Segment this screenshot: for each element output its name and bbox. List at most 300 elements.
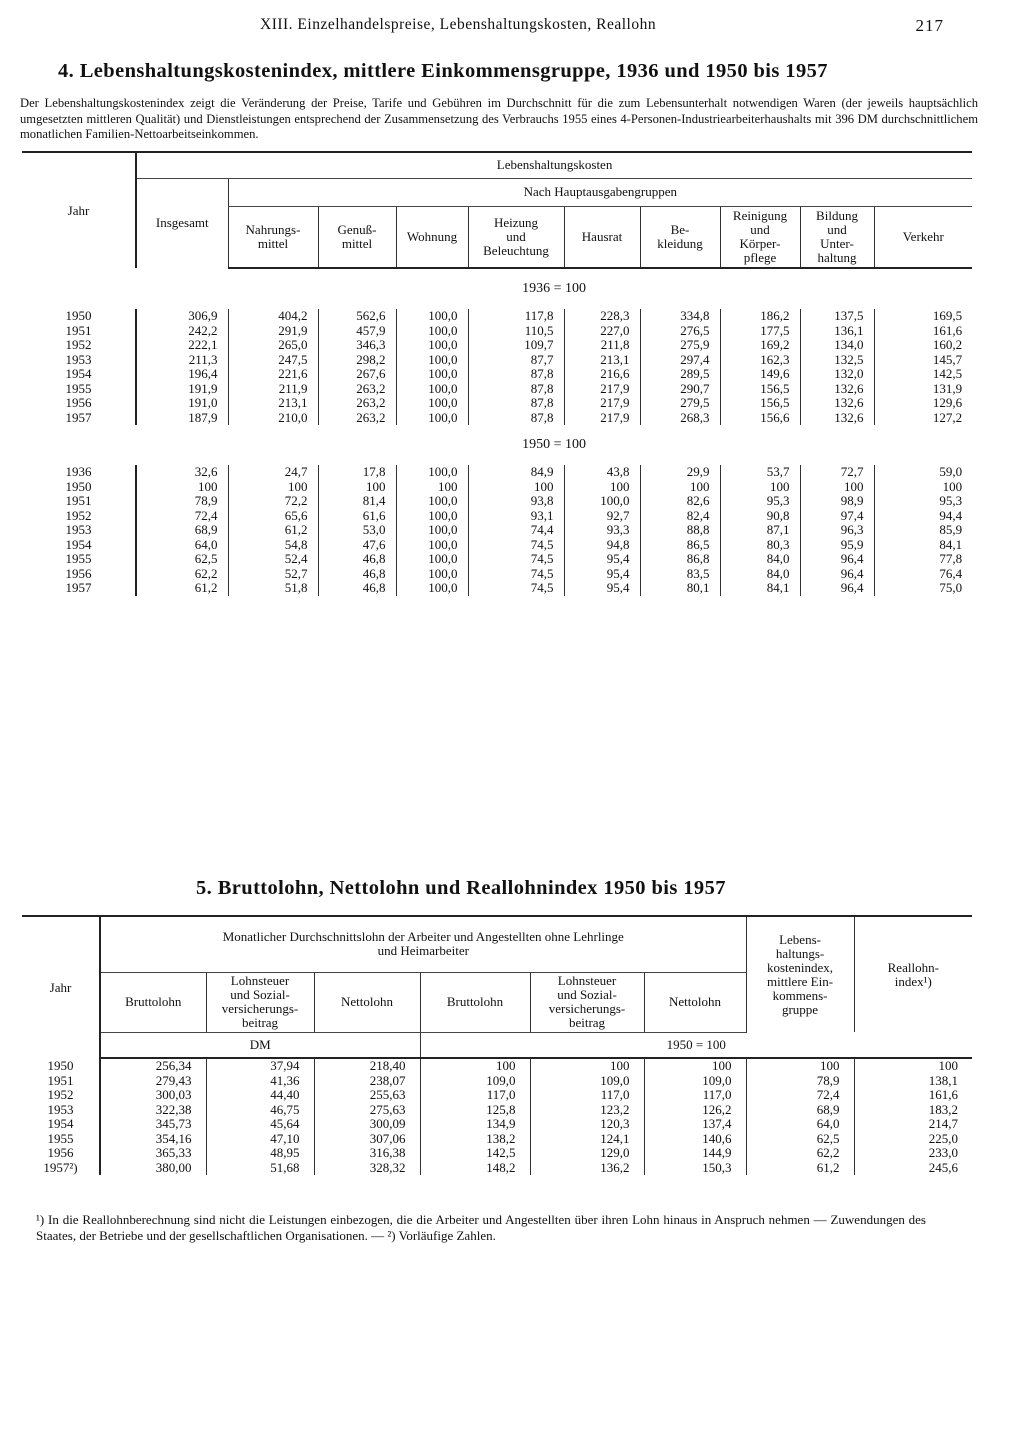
value-cell: 238,07	[314, 1074, 420, 1089]
value-cell: 100	[530, 1059, 644, 1074]
col-nahrungsmittel: Nahrungs- mittel	[228, 206, 318, 268]
table5-footnote: ¹) In die Reallohnberechnung sind nicht die Leistungen einbezogen, die die Arbeiter und Angestellten über ihren Lohn hinaus in Anspruch nehmen — Zuwendungen des Staates, der Betriebe und der gesellschaftlichen Organisationen. — ²) Vorläufige Zahlen.	[36, 1212, 926, 1243]
value-cell: 100	[136, 480, 228, 495]
value-cell: 144,9	[644, 1146, 746, 1161]
value-cell: 256,34	[100, 1059, 206, 1074]
value-cell: 84,9	[468, 465, 564, 480]
base-row-1950	[22, 425, 972, 465]
table5-body	[22, 1059, 972, 1175]
year-cell: 1954	[47, 1116, 74, 1131]
t5-col-reallohn: Reallohn- index¹)	[854, 916, 972, 1032]
value-cell: 228,3	[564, 309, 640, 324]
year-cell: 1954	[65, 536, 92, 552]
value-cell: 84,0	[720, 552, 800, 567]
value-cell: 37,94	[206, 1059, 314, 1074]
value-cell: 140,6	[644, 1132, 746, 1147]
value-cell: 334,8	[640, 309, 720, 324]
value-cell: 100,0	[396, 396, 468, 411]
value-cell: 213,1	[564, 353, 640, 368]
year-cell: 1952	[65, 337, 92, 352]
value-cell: 291,9	[228, 324, 318, 339]
table-row	[22, 567, 972, 582]
value-cell: 150,3	[644, 1161, 746, 1176]
value-cell: 80,3	[720, 538, 800, 553]
value-cell: 78,9	[136, 494, 228, 509]
header-lebenshaltung: Lebenshaltungskosten	[136, 152, 972, 178]
value-cell: 74,5	[468, 567, 564, 582]
value-cell: 100,0	[396, 552, 468, 567]
value-cell: 138,2	[420, 1132, 530, 1147]
page-number: 217	[915, 16, 944, 35]
year-cell: 1954	[65, 366, 92, 381]
year-cell: 1950	[65, 478, 92, 494]
value-cell: 93,8	[468, 494, 564, 509]
value-cell: 217,9	[564, 411, 640, 426]
value-cell: 96,4	[800, 567, 874, 582]
value-cell: 186,2	[720, 309, 800, 324]
col-genussmittel: Genuß- mittel	[318, 206, 396, 268]
value-cell: 162,3	[720, 353, 800, 368]
year-cell: 1955	[47, 1130, 74, 1146]
value-cell: 290,7	[640, 382, 720, 397]
table-row	[22, 353, 972, 368]
table5-title: 5. Bruttolohn, Nettolohn und Reallohnindex 1950 bis 1957	[196, 877, 726, 899]
value-cell: 64,0	[136, 538, 228, 553]
year-cell: 1936	[65, 464, 92, 479]
value-cell: 43,8	[564, 465, 640, 480]
value-cell: 109,0	[644, 1074, 746, 1089]
value-cell: 100	[564, 480, 640, 495]
table4-intro: Der Lebenshaltungskostenindex zeigt die Veränderung der Preise, Tarife und Gebühren im Durchschnitt für die zum Lebensunterhalt notwendigen Waren (der jeweils hauptsächlich umgesetzten mittleren Qualität) und Dienstleistungen entsprechend der Zusammensetzung des Verbrauchs 1955 eines 4-Personen-Industriearbeiterhaushalts mit 396 DM durchschnittlichem monatlichen Familien-Nettoarbeitseinkommen.	[20, 96, 978, 141]
table4-section-1936	[22, 309, 972, 425]
value-cell: 62,5	[746, 1132, 854, 1147]
value-cell: 132,6	[800, 382, 874, 397]
value-cell: 51,68	[206, 1161, 314, 1176]
value-cell: 100	[396, 480, 468, 495]
table-row	[22, 367, 972, 382]
value-cell: 148,2	[420, 1161, 530, 1176]
table-row	[22, 411, 972, 426]
value-cell: 100,0	[396, 382, 468, 397]
value-cell: 87,8	[468, 396, 564, 411]
table-row	[22, 552, 972, 567]
value-cell: 187,9	[136, 411, 228, 426]
year-cell: 1955	[65, 380, 92, 396]
table5	[22, 915, 972, 1175]
value-cell: 100,0	[396, 324, 468, 339]
col-jahr: Jahr	[67, 202, 90, 218]
table-row	[22, 538, 972, 553]
value-cell: 279,43	[100, 1074, 206, 1089]
value-cell: 62,5	[136, 552, 228, 567]
value-cell: 213,1	[228, 396, 318, 411]
value-cell: 87,8	[468, 382, 564, 397]
year-cell: 1956	[65, 395, 92, 410]
value-cell: 183,2	[854, 1103, 972, 1118]
value-cell: 142,5	[420, 1146, 530, 1161]
value-cell: 100	[420, 1059, 530, 1074]
value-cell: 245,6	[854, 1161, 972, 1176]
col-reinigung: Reinigung und Körper- pflege	[720, 206, 800, 268]
value-cell: 85,9	[874, 523, 972, 538]
col-insgesamt: Insgesamt	[136, 178, 228, 268]
value-cell: 169,5	[874, 309, 972, 324]
value-cell: 275,9	[640, 338, 720, 353]
year-cell: 1957	[65, 580, 92, 595]
value-cell: 117,0	[420, 1088, 530, 1103]
value-cell: 123,2	[530, 1103, 644, 1118]
value-cell: 62,2	[746, 1146, 854, 1161]
value-cell: 279,5	[640, 396, 720, 411]
value-cell: 77,8	[874, 552, 972, 567]
value-cell: 126,2	[644, 1103, 746, 1118]
value-cell: 120,3	[530, 1117, 644, 1132]
value-cell: 53,7	[720, 465, 800, 480]
value-cell: 100	[720, 480, 800, 495]
value-cell: 298,2	[318, 353, 396, 368]
value-cell: 255,63	[314, 1088, 420, 1103]
value-cell: 156,5	[720, 396, 800, 411]
value-cell: 169,2	[720, 338, 800, 353]
value-cell: 132,6	[800, 396, 874, 411]
value-cell: 136,2	[530, 1161, 644, 1176]
value-cell: 82,6	[640, 494, 720, 509]
t5-col-steuer-index: Lohnsteuer und Sozial- versicherungs- beitrag	[530, 972, 644, 1032]
header-hauptausgabengruppen: Nach Hauptausgabengruppen	[228, 178, 972, 206]
value-cell: 263,2	[318, 396, 396, 411]
table-row	[22, 1074, 972, 1089]
col-heizung: Heizung und Beleuchtung	[468, 206, 564, 268]
running-title: XIII. Einzelhandelspreise, Lebenshaltungskosten, Reallohn	[260, 16, 657, 33]
value-cell: 137,4	[644, 1117, 746, 1132]
value-cell: 100,0	[396, 367, 468, 382]
value-cell: 88,8	[640, 523, 720, 538]
value-cell: 328,32	[314, 1161, 420, 1176]
value-cell: 216,6	[564, 367, 640, 382]
value-cell: 404,2	[228, 309, 318, 324]
value-cell: 94,8	[564, 538, 640, 553]
table-row	[22, 324, 972, 339]
value-cell: 76,4	[874, 567, 972, 582]
value-cell: 95,4	[564, 581, 640, 596]
value-cell: 44,40	[206, 1088, 314, 1103]
value-cell: 100	[228, 480, 318, 495]
running-head	[0, 16, 1024, 38]
value-cell: 45,64	[206, 1117, 314, 1132]
table-row	[22, 338, 972, 353]
value-cell: 95,4	[564, 567, 640, 582]
value-cell: 61,6	[318, 509, 396, 524]
value-cell: 127,2	[874, 411, 972, 426]
value-cell: 62,2	[136, 567, 228, 582]
value-cell: 95,4	[564, 552, 640, 567]
value-cell: 87,7	[468, 353, 564, 368]
value-cell: 136,1	[800, 324, 874, 339]
value-cell: 84,1	[874, 538, 972, 553]
value-cell: 354,16	[100, 1132, 206, 1147]
value-cell: 83,5	[640, 567, 720, 582]
value-cell: 98,9	[800, 494, 874, 509]
value-cell: 100,0	[396, 338, 468, 353]
value-cell: 64,0	[746, 1117, 854, 1132]
value-cell: 52,7	[228, 567, 318, 582]
value-cell: 109,0	[420, 1074, 530, 1089]
value-cell: 61,2	[136, 581, 228, 596]
value-cell: 74,5	[468, 552, 564, 567]
value-cell: 247,5	[228, 353, 318, 368]
value-cell: 125,8	[420, 1103, 530, 1118]
value-cell: 131,9	[874, 382, 972, 397]
t5-col-brutto-dm: Bruttolohn	[100, 972, 206, 1032]
col-bildung: Bildung und Unter- haltung	[800, 206, 874, 268]
t5-col-steuer-dm: Lohnsteuer und Sozial- versicherungs- beitrag	[206, 972, 314, 1032]
t5-col-lebenshaltung: Lebens- haltungs- kostenindex, mittlere Ein- kommens- gruppe	[746, 916, 854, 1032]
value-cell: 132,0	[800, 367, 874, 382]
value-cell: 265,0	[228, 338, 318, 353]
value-cell: 100,0	[396, 465, 468, 480]
value-cell: 191,9	[136, 382, 228, 397]
col-verkehr: Verkehr	[874, 206, 972, 268]
value-cell: 117,0	[530, 1088, 644, 1103]
value-cell: 47,10	[206, 1132, 314, 1147]
value-cell: 275,63	[314, 1103, 420, 1118]
value-cell: 316,38	[314, 1146, 420, 1161]
value-cell: 46,8	[318, 567, 396, 582]
value-cell: 145,7	[874, 353, 972, 368]
table-row	[22, 382, 972, 397]
value-cell: 109,0	[530, 1074, 644, 1089]
value-cell: 100,0	[396, 523, 468, 538]
value-cell: 65,6	[228, 509, 318, 524]
value-cell: 300,03	[100, 1088, 206, 1103]
value-cell: 29,9	[640, 465, 720, 480]
table-row	[22, 1132, 972, 1147]
value-cell: 59,0	[874, 465, 972, 480]
value-cell: 95,3	[874, 494, 972, 509]
value-cell: 84,1	[720, 581, 800, 596]
value-cell: 100,0	[396, 494, 468, 509]
value-cell: 211,3	[136, 353, 228, 368]
year-cell: 1950	[47, 1058, 74, 1073]
value-cell: 307,06	[314, 1132, 420, 1147]
value-cell: 217,9	[564, 382, 640, 397]
value-cell: 100,0	[396, 411, 468, 426]
value-cell: 100	[746, 1059, 854, 1074]
year-cell: 1955	[65, 551, 92, 566]
value-cell: 100	[800, 480, 874, 495]
value-cell: 100	[644, 1059, 746, 1074]
year-cell: 1951	[65, 493, 92, 508]
year-cell: 1956	[47, 1145, 74, 1160]
table-row	[22, 509, 972, 524]
value-cell: 100,0	[396, 309, 468, 324]
value-cell: 117,8	[468, 309, 564, 324]
year-cell: 1957	[65, 409, 92, 425]
value-cell: 100	[318, 480, 396, 495]
t5-header-wage: Monatlicher Durchschnittslohn der Arbeiter und Angestellten ohne Lehrlinge und Heimarbeiter	[100, 916, 746, 972]
year-cell: 1952	[65, 507, 92, 523]
value-cell: 53,0	[318, 523, 396, 538]
value-cell: 86,8	[640, 552, 720, 567]
table-row	[22, 480, 972, 495]
value-cell: 80,1	[640, 581, 720, 596]
value-cell: 222,1	[136, 338, 228, 353]
value-cell: 263,2	[318, 382, 396, 397]
base-label-1950: 1950 = 100	[522, 437, 587, 452]
value-cell: 161,6	[874, 324, 972, 339]
value-cell: 109,7	[468, 338, 564, 353]
value-cell: 227,0	[564, 324, 640, 339]
year-cell: 1951	[65, 322, 92, 338]
value-cell: 93,3	[564, 523, 640, 538]
base-row-1936	[22, 268, 972, 309]
value-cell: 289,5	[640, 367, 720, 382]
value-cell: 562,6	[318, 309, 396, 324]
value-cell: 61,2	[228, 523, 318, 538]
table-row	[22, 523, 972, 538]
value-cell: 96,3	[800, 523, 874, 538]
value-cell: 161,6	[854, 1088, 972, 1103]
value-cell: 72,2	[228, 494, 318, 509]
value-cell: 95,9	[800, 538, 874, 553]
value-cell: 137,5	[800, 309, 874, 324]
value-cell: 322,38	[100, 1103, 206, 1118]
value-cell: 96,4	[800, 581, 874, 596]
value-cell: 86,5	[640, 538, 720, 553]
value-cell: 211,9	[228, 382, 318, 397]
value-cell: 242,2	[136, 324, 228, 339]
value-cell: 211,8	[564, 338, 640, 353]
value-cell: 129,6	[874, 396, 972, 411]
value-cell: 100	[468, 480, 564, 495]
col-bekleidung: Be- kleidung	[640, 206, 720, 268]
value-cell: 47,6	[318, 538, 396, 553]
t5-unit-dm: DM	[100, 1032, 420, 1058]
table-row	[22, 1161, 972, 1176]
value-cell: 233,0	[854, 1146, 972, 1161]
value-cell: 46,75	[206, 1103, 314, 1118]
value-cell: 100,0	[396, 509, 468, 524]
year-cell: 1951	[47, 1072, 74, 1088]
year-cell: 1953	[47, 1101, 74, 1117]
value-cell: 87,1	[720, 523, 800, 538]
table-row	[22, 1146, 972, 1161]
t5-col-netto-dm: Nettolohn	[314, 972, 420, 1032]
year-cell: 1953	[65, 522, 92, 537]
value-cell: 68,9	[746, 1103, 854, 1118]
value-cell: 93,1	[468, 509, 564, 524]
col-wohnung: Wohnung	[396, 206, 468, 268]
value-cell: 32,6	[136, 465, 228, 480]
value-cell: 217,9	[564, 396, 640, 411]
value-cell: 160,2	[874, 338, 972, 353]
value-cell: 221,6	[228, 367, 318, 382]
value-cell: 457,9	[318, 324, 396, 339]
value-cell: 52,4	[228, 552, 318, 567]
value-cell: 263,2	[318, 411, 396, 426]
table-row	[22, 1088, 972, 1103]
table-row	[22, 581, 972, 596]
value-cell: 100,0	[396, 353, 468, 368]
value-cell: 78,9	[746, 1074, 854, 1089]
value-cell: 87,8	[468, 367, 564, 382]
value-cell: 51,8	[228, 581, 318, 596]
value-cell: 72,4	[746, 1088, 854, 1103]
value-cell: 225,0	[854, 1132, 972, 1147]
t5-col-netto-index: Nettolohn	[644, 972, 746, 1032]
value-cell: 48,95	[206, 1146, 314, 1161]
value-cell: 100	[640, 480, 720, 495]
table4-section-1950	[22, 465, 972, 596]
table4-title: 4. Lebenshaltungskostenindex, mittlere Einkommensgruppe, 1936 und 1950 bis 1957	[58, 60, 828, 82]
value-cell: 81,4	[318, 494, 396, 509]
value-cell: 306,9	[136, 309, 228, 324]
value-cell: 100,0	[396, 567, 468, 582]
value-cell: 61,2	[746, 1161, 854, 1176]
table-row	[22, 1103, 972, 1118]
value-cell: 156,5	[720, 382, 800, 397]
table4	[22, 151, 972, 596]
value-cell: 41,36	[206, 1074, 314, 1089]
value-cell: 82,4	[640, 509, 720, 524]
value-cell: 300,09	[314, 1117, 420, 1132]
value-cell: 218,40	[314, 1059, 420, 1074]
value-cell: 100,0	[396, 581, 468, 596]
value-cell: 75,0	[874, 581, 972, 596]
value-cell: 214,7	[854, 1117, 972, 1132]
value-cell: 267,6	[318, 367, 396, 382]
value-cell: 92,7	[564, 509, 640, 524]
value-cell: 129,0	[530, 1146, 644, 1161]
value-cell: 95,3	[720, 494, 800, 509]
value-cell: 74,5	[468, 581, 564, 596]
value-cell: 68,9	[136, 523, 228, 538]
value-cell: 142,5	[874, 367, 972, 382]
value-cell: 100,0	[564, 494, 640, 509]
value-cell: 297,4	[640, 353, 720, 368]
year-cell: 1953	[65, 351, 92, 367]
value-cell: 191,0	[136, 396, 228, 411]
value-cell: 72,7	[800, 465, 874, 480]
value-cell: 156,6	[720, 411, 800, 426]
value-cell: 84,0	[720, 567, 800, 582]
value-cell: 74,4	[468, 523, 564, 538]
col-hausrat: Hausrat	[564, 206, 640, 268]
table-row	[22, 494, 972, 509]
value-cell: 132,5	[800, 353, 874, 368]
value-cell: 134,0	[800, 338, 874, 353]
value-cell: 210,0	[228, 411, 318, 426]
value-cell: 54,8	[228, 538, 318, 553]
value-cell: 94,4	[874, 509, 972, 524]
value-cell: 365,33	[100, 1146, 206, 1161]
t5-col-jahr: Jahr	[49, 979, 72, 995]
t5-col-brutto-index: Bruttolohn	[420, 972, 530, 1032]
year-cell: 1950	[65, 308, 92, 323]
table-row	[22, 1117, 972, 1132]
year-cell: 1952	[47, 1087, 74, 1102]
base-label-1936: 1936 = 100	[522, 281, 587, 296]
value-cell: 268,3	[640, 411, 720, 426]
value-cell: 100	[854, 1059, 972, 1074]
value-cell: 97,4	[800, 509, 874, 524]
t5-unit-index: 1950 = 100	[420, 1032, 972, 1058]
value-cell: 17,8	[318, 465, 396, 480]
value-cell: 196,4	[136, 367, 228, 382]
value-cell: 74,5	[468, 538, 564, 553]
value-cell: 100,0	[396, 538, 468, 553]
value-cell: 87,8	[468, 411, 564, 426]
